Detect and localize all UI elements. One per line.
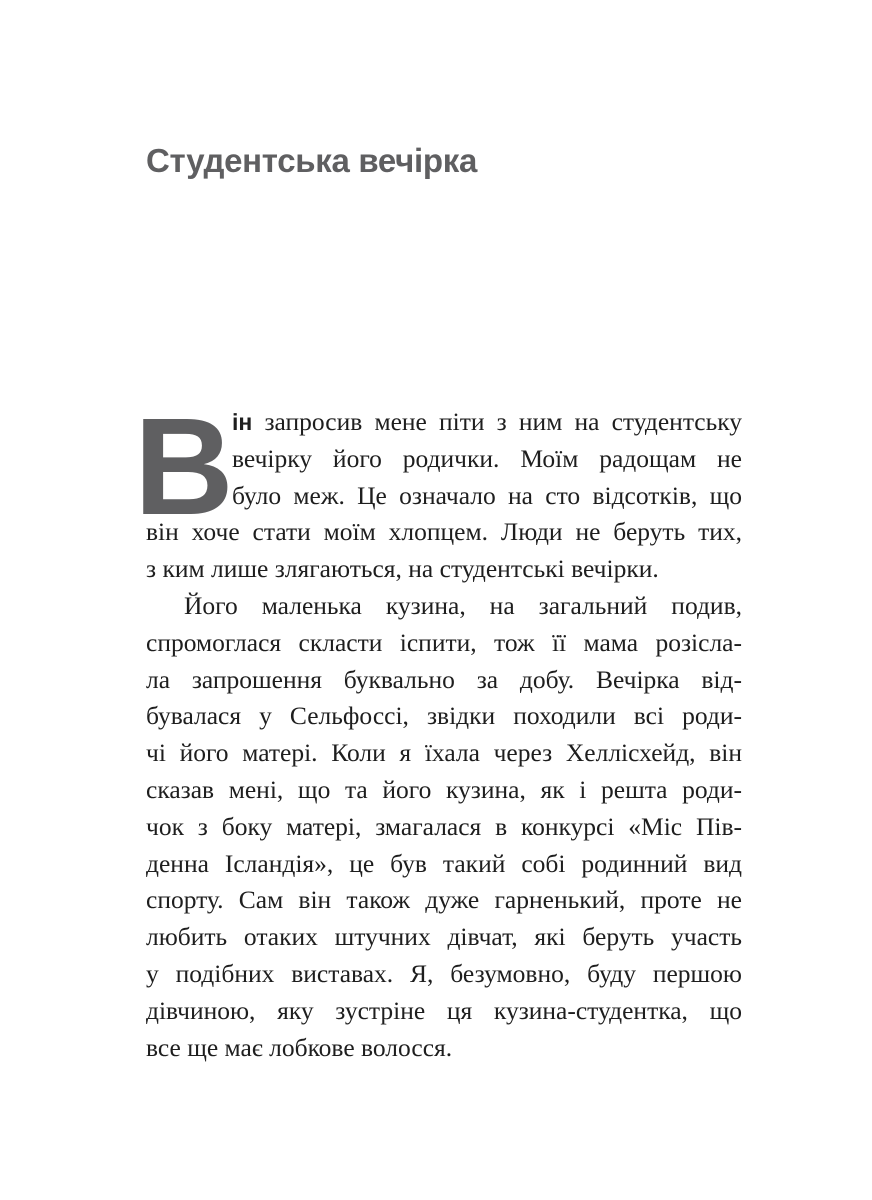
- text-line: ін запросив мене піти з ним на студентську: [232, 407, 742, 436]
- text-line: бувалася у Сельфоссі, звідки походили всі роди-: [146, 701, 742, 731]
- text-line: він хоче стати моїм хлопцем. Люди не беруть тих,: [146, 517, 742, 547]
- text-line: ла запрошення буквально за добу. Вечірка від-: [146, 664, 742, 694]
- text-line: Його маленька кузина, на загальний подив,: [184, 590, 742, 620]
- text-line: чок з боку матері, змагалася в конкурсі «Міс Пів-: [146, 811, 742, 841]
- text-line: дівчиною, яку зустріне ця кузина-студентка, що: [146, 995, 742, 1025]
- text-line: спорту. Сам він також дуже гарненький, проте не: [146, 885, 742, 915]
- text-line: було меж. Це означало на сто відсотків, що: [232, 480, 742, 510]
- text-line: чі його матері. Коли я їхала через Хеллісхейд, він: [146, 738, 742, 768]
- chapter-body: [134, 390, 742, 1066]
- text-line: денна Ісландія», це був такий собі родинний вид: [146, 848, 742, 878]
- text-line: сказав мені, що та його кузина, як і решта роди-: [146, 774, 742, 804]
- chapter-title: Студентська вечірка: [146, 142, 478, 179]
- text-line: з ким лише злягаються, на студентські вечірки.: [146, 554, 659, 584]
- text-line: у подібних виставах. Я, безумовно, буду першою: [146, 958, 742, 988]
- drop-cap: В: [134, 390, 234, 544]
- text-line: любить отаких штучних дівчат, які беруть участь: [146, 922, 742, 952]
- text-line: вечірку його родички. Моїм радощам не: [232, 443, 742, 473]
- lead-in: ін: [232, 409, 253, 435]
- text-line: спромоглася скласти іспити, тож її мама розісла-: [146, 627, 742, 657]
- text-line: все ще має лобкове волосся.: [146, 1032, 453, 1062]
